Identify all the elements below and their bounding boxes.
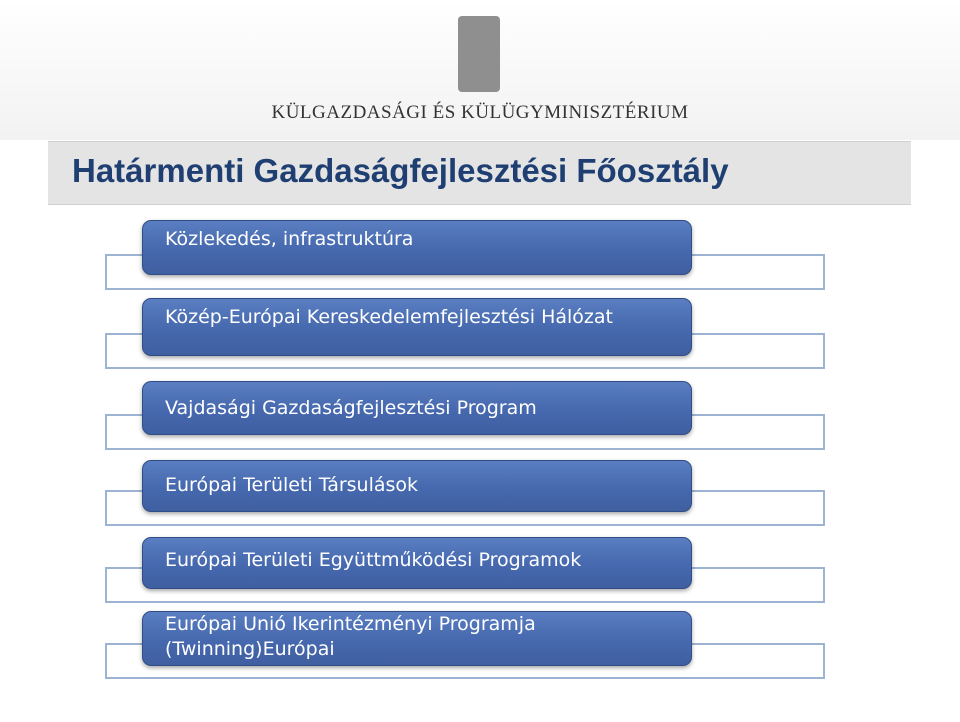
ministry-name: KÜLGAZDASÁGI ÉS KÜLÜGYMINISZTÉRIUM <box>271 102 689 123</box>
diagram-item-label: Vajdasági Gazdaságfejlesztési Program <box>165 397 537 419</box>
diagram-item-label: Közép-Európai Kereskedelemfejlesztési Hálózat <box>165 306 613 328</box>
diagram-item <box>142 537 692 589</box>
diagram-item <box>142 220 692 275</box>
diagram-item <box>142 298 692 356</box>
diagram-item-label: Európai Területi Együttműködési Programok <box>165 549 582 571</box>
diagram-item <box>142 381 692 435</box>
page-title: Határmenti Gazdaságfejlesztési Főosztály <box>72 152 729 189</box>
diagram-item-label: Európai Unió Ikerintézményi Programja (Twinning)Európai <box>165 613 536 660</box>
diagram-item-label: Közlekedés, infrastruktúra <box>165 228 414 250</box>
diagram-item <box>142 460 692 512</box>
diagram-item <box>142 611 692 666</box>
diagram-item-label: Európai Területi Társulások <box>165 474 419 496</box>
